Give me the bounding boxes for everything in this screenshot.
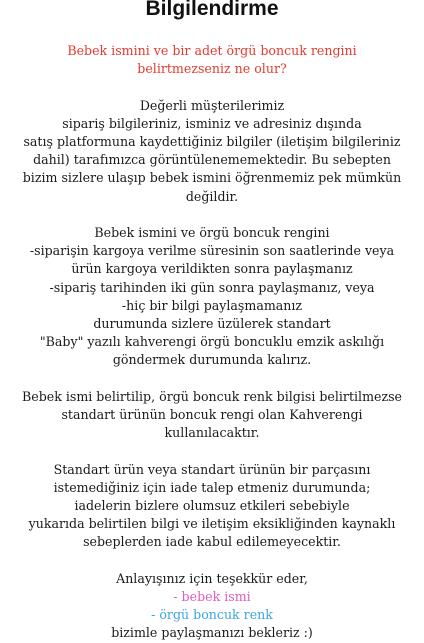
paragraph-line: -sipariş tarihinden iki gün sonra paylaşmanız, veya [49,279,375,295]
paragraph-line: "Baby" yazılı kahverengi örgü boncuklu emzik askılığı [39,334,385,350]
page-title: Bilgilendirme [145,0,279,20]
paragraph-line: yukarıda belirtilen bilgi ve iletişim eksikliğinden kaynaklı [28,516,396,532]
question-line: Bebek ismini ve bir adet örgü boncuk rengini [67,43,357,58]
paragraph-return-policy [0,461,424,552]
document-body [0,42,424,643]
question-line: belirtmezseniz ne olur? [137,61,287,77]
paragraph-line: standart ürünün boncuk rengi olan Kahverengi [61,407,363,423]
paragraph-line: ürün kargoya verildikten sonra paylaşmanız [71,261,353,277]
closing-note [0,570,424,643]
paragraph-line: -hiç bir bilgi paylaşmamanız [121,297,303,313]
spacer [0,370,424,388]
paragraph-customer-info [0,97,424,206]
closing-request: bizimle paylaşmanızı bekleriz :) [111,625,313,641]
paragraph-line: bizim sizlere ulaşıp bebek ismini öğrenmemiz pek mümkün [22,170,402,186]
paragraph-late-info [0,224,424,370]
paragraph-line: değildir. [185,188,239,204]
paragraph-line: durumunda sizlere üzülerek standart [93,316,331,332]
spacer [0,442,424,460]
paragraph-line: kullanılacaktır. [164,425,260,441]
paragraph-line: istemediğiniz için iade talep etmeniz durumunda; [53,479,371,495]
paragraph-default-color [0,388,424,443]
closing-item-bead-color: - örgü boncuk renk [151,607,273,623]
paragraph-line: satış platformuna kaydettiğiniz bilgiler (iletişim bilgileriniz [23,134,401,149]
paragraph-line: Değerli müşterilerimiz [139,97,285,113]
spacer [0,552,424,570]
paragraph-line: göndermek durumunda kalırız. [112,352,312,368]
paragraph-line: Standart ürün veya standart ürünün bir parçasını [53,461,371,477]
paragraph-line: sebeplerden iade kabul edilemeyecektir. [83,534,341,550]
paragraph-line: Bebek ismi belirtilip, örgü boncuk renk bilgisi belirtilmezse [21,388,403,404]
paragraph-line: sipariş bilgileriniz, isminiz ve adresiniz dışında [62,115,362,131]
closing-item-baby-name: - bebek ismi [173,589,251,605]
spacer [0,206,424,224]
paragraph-line: -siparişin kargoya verilme süresinin son saatlerinde veya [29,243,395,259]
paragraph-line: iadelerin bizlere olumsuz etkileri sebebiyle [74,498,350,514]
question-heading [0,42,424,78]
spacer [0,78,424,96]
closing-thanks: Anlayışınız için teşekkür eder, [116,570,308,586]
paragraph-line: Bebek ismini ve örgü boncuk rengini [94,225,330,240]
paragraph-line: dahil) tarafımızca görüntülenememektedir. Bu sebepten [33,152,391,168]
